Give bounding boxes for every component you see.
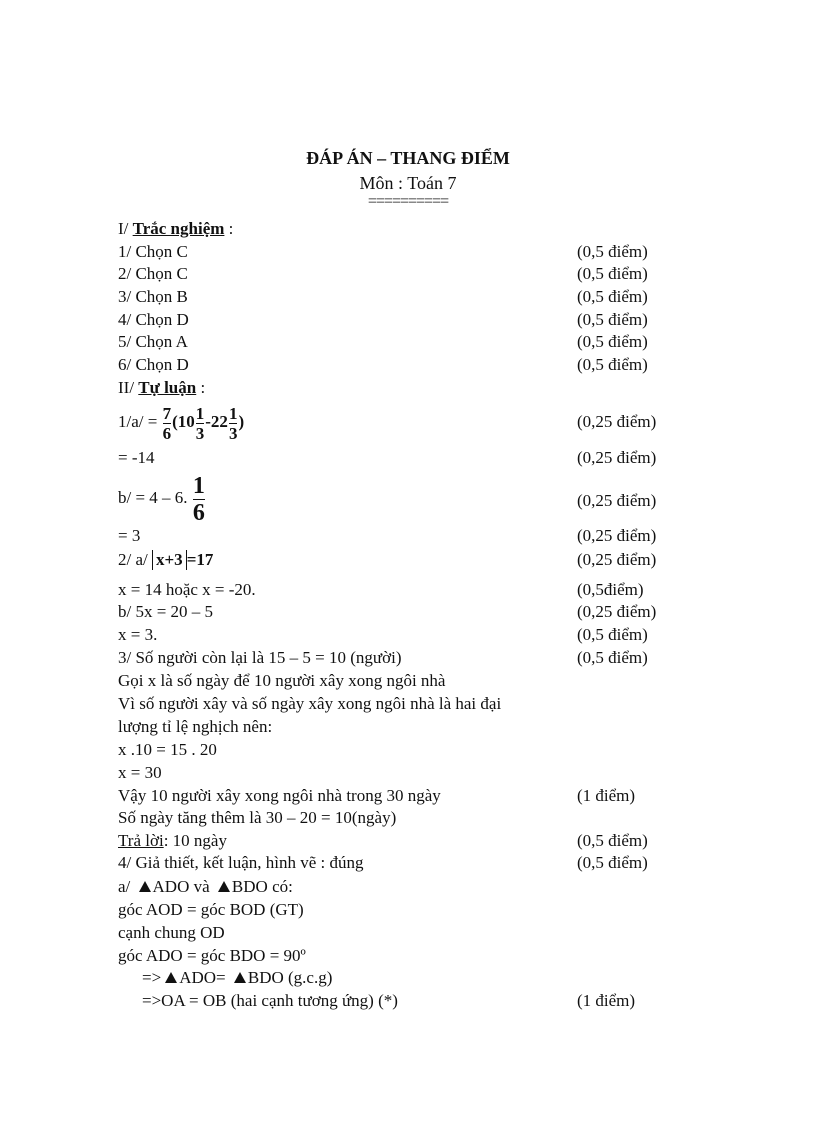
fraction-7-6: $\frac{7}{6}$ [162,403,172,443]
fraction-1-3-a: $\frac{1}{3}$ [195,403,205,443]
mc-score-1: (0,5 điểm) [577,242,648,261]
q1b-score: (0,25 điểm) [577,491,657,510]
proof-line-2: cạnh chung OD [118,923,225,942]
proof-conclusion-score: (1 điểm) [577,991,636,1010]
solution-line-10: Vậy 10 người xây xong ngôi nhà trong 30 ngày [118,786,441,805]
proof-conclusion-1: => ADO= BDO (g.c.g) [142,968,333,987]
triangle-icon [218,881,230,892]
proof-line-1: góc AOD = góc BOD (GT) [118,900,304,919]
answer-line: Trả lời: 10 ngày [118,831,227,850]
solution-line-11: Số ngày tăng thêm là 30 – 20 = 10(ngày) [118,808,397,827]
triangle-icon [139,881,151,892]
q1b-result: = 3 [118,526,141,545]
q1b-expression: b/ = 4 – 6. $\frac{1}{6}$ [118,472,205,526]
triangle-icon [165,972,177,983]
mc-answer-6: 6/ Chọn D [118,355,189,374]
fraction-1-6: $\frac{1}{6}$ [192,472,205,526]
mc-answer-5: 5/ Chọn A [118,332,188,351]
solution-score-2: (0,25 điểm) [577,602,657,621]
solution-score-3: (0,5 điểm) [577,625,648,644]
mc-answer-1: 1/ Chọn C [118,242,188,261]
solution-score-4: (0,5 điểm) [577,648,648,667]
solution-line-6: Vì số người xây và số ngày xây xong ngôi nhà là hai đại [118,694,502,713]
q4-header: 4/ Giả thiết, kết luận, hình vẽ : đúng [118,853,364,872]
mc-score-6: (0,5 điểm) [577,355,648,374]
q1a-result: = -14 [118,448,155,467]
q1a-score: (0,25 điểm) [577,412,657,431]
mc-score-2: (0,5 điểm) [577,264,648,283]
mc-answer-3: 3/ Chọn B [118,287,188,306]
solution-line-2: b/ 5x = 20 – 5 [118,602,214,621]
solution-line-3: x = 3. [118,625,158,644]
answer-score: (0,5 điểm) [577,831,648,850]
solution-score-10: (1 điểm) [577,786,636,805]
mc-score-4: (0,5 điểm) [577,310,648,329]
solution-line-8: x .10 = 15 . 20 [118,740,217,759]
section-multiple-choice-heading: I/ Trắc nghiệm : [118,219,234,238]
q4a-statement: a/ ADO và BDO có: [118,877,293,896]
mc-score-3: (0,5 điểm) [577,287,648,306]
solution-line-7: lượng tỉ lệ nghịch nên: [118,717,273,736]
subject-label: Môn : Toán 7 [359,173,457,193]
mc-answer-4: 4/ Chọn D [118,310,189,329]
q4-score: (0,5 điểm) [577,853,648,872]
mc-answer-2: 2/ Chọn C [118,264,188,283]
triangle-icon [234,972,246,983]
q2a-expression: 2/ a/ x+3 =17 [118,550,214,569]
q1b-result-score: (0,25 điểm) [577,526,657,545]
q1a-expression: 1/a/ = $\frac{7}{6}$ (10 $\frac{1}{3}$ -22 $\frac{1}{3}$ ) [118,403,245,443]
q1a-result-score: (0,25 điểm) [577,448,657,467]
proof-conclusion-2: =>OA = OB (hai cạnh tương ứng) (*) [142,991,398,1010]
q2a-score: (0,25 điểm) [577,550,657,569]
absolute-value: x+3 [152,550,187,570]
page-title: ĐÁP ÁN – THANG ĐIỂM [306,148,510,168]
title-divider: ========== [367,193,449,210]
solution-score-1: (0,5điểm) [577,580,644,599]
solution-line-1: x = 14 hoặc x = -20. [118,580,256,599]
mc-score-5: (0,5 điểm) [577,332,648,351]
section-essay-heading: II/ Tự luận : [118,378,206,397]
proof-line-3: góc ADO = góc BDO = 90º [118,946,306,965]
solution-line-9: x = 30 [118,763,162,782]
solution-line-5: Gọi x là số ngày để 10 người xây xong ngôi nhà [118,671,446,690]
fraction-1-3-b: $\frac{1}{3}$ [228,403,238,443]
solution-line-4: 3/ Số người còn lại là 15 – 5 = 10 (người) [118,648,402,667]
